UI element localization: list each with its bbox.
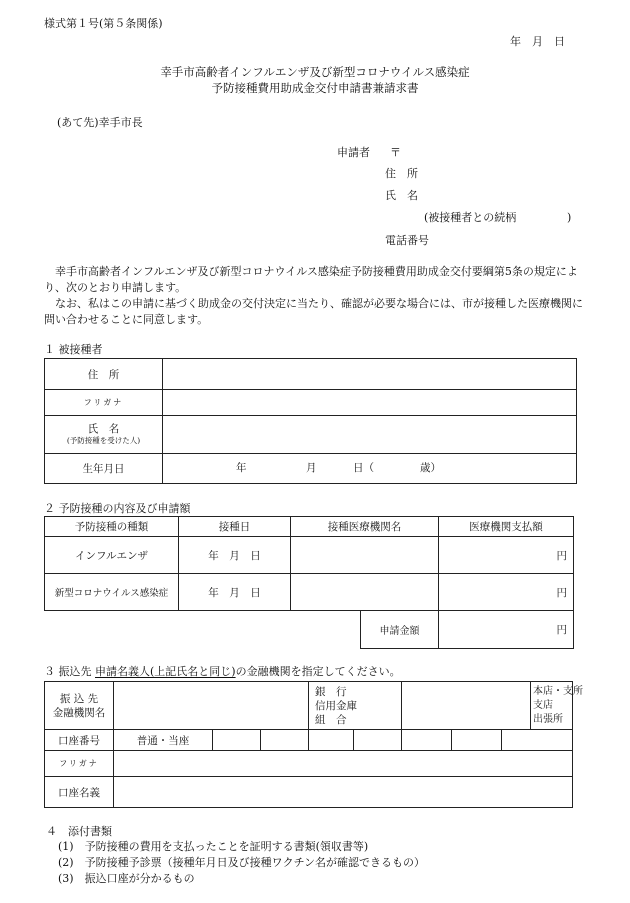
section4-heading: ４ 添付書類 bbox=[46, 825, 112, 838]
applicant-address-label: 住 所 bbox=[385, 167, 418, 180]
header-clinic-name: 接種医療機関名 bbox=[291, 517, 439, 537]
title-line-2: 予防接種費用助成金交付申請書兼請求書 bbox=[211, 81, 419, 95]
applicant-label: 申請者 bbox=[337, 146, 370, 159]
recipient-address-label: 住 所 bbox=[45, 359, 163, 390]
birth-day-label: 日（ bbox=[353, 462, 374, 474]
recipient-address-input[interactable] bbox=[163, 359, 577, 390]
birthdate-input[interactable] bbox=[163, 454, 577, 484]
bank-label-line2: 金融機関名 bbox=[52, 706, 106, 719]
total-label: 申請金額 bbox=[361, 611, 439, 649]
phone-label: 電話番号 bbox=[385, 234, 429, 247]
account-furigana-label: フリガナ bbox=[45, 751, 114, 777]
intro-paragraph-2: なお、私はこの申請に基づく助成金の交付決定に当たり、確認が必要な場合には、市が接種した医療機関に問い合わせることに同意します。 bbox=[44, 297, 583, 326]
account-digit-5[interactable] bbox=[402, 730, 452, 751]
influenza-date-input[interactable]: 年 月 日 bbox=[179, 537, 291, 574]
influenza-clinic-input[interactable] bbox=[291, 537, 439, 574]
header-clinic-payment: 医療機関支払額 bbox=[439, 517, 574, 537]
covid-date-input[interactable]: 年 月 日 bbox=[179, 574, 291, 611]
covid-amount-input[interactable]: 円 bbox=[439, 574, 574, 611]
recipient-furigana-label: フリガナ bbox=[45, 390, 163, 416]
birth-year-label: 年 bbox=[236, 462, 247, 474]
influenza-amount-input[interactable]: 円 bbox=[439, 537, 574, 574]
header-vaccine-type: 予防接種の種類 bbox=[45, 517, 179, 537]
intro-paragraph-1: 幸手市高齢者インフルエンザ及び新型コロナウイルス感染症予防接種費用助成金交付要綱第5条の規定により、次のとおり申請します。 bbox=[44, 265, 578, 294]
account-digit-3[interactable] bbox=[309, 730, 354, 751]
account-digit-7[interactable] bbox=[502, 730, 573, 751]
account-digit-2[interactable] bbox=[261, 730, 309, 751]
account-name-label: 口座名義 bbox=[45, 777, 114, 808]
attachment-item-1: (1) 予防接種の費用を支払ったことを証明する書類(領収書等) bbox=[58, 840, 369, 853]
attachment-item-2: (2) 予防接種予診票（接種年月日及び接種ワクチン名が確認できるもの） bbox=[58, 856, 426, 869]
account-digit-6[interactable] bbox=[452, 730, 502, 751]
recipient-name-cell bbox=[45, 416, 163, 454]
bank-label-cell bbox=[45, 682, 114, 730]
form-number: 様式第１号(第５条関係) bbox=[44, 17, 163, 30]
recipient-name-input[interactable] bbox=[163, 416, 577, 454]
attachment-item-3: (3) 振込口座が分かるもの bbox=[58, 872, 195, 885]
section2-heading: ２ 予防接種の内容及び申請額 bbox=[44, 502, 191, 515]
title-line-1: 幸手市高齢者インフルエンザ及び新型コロナウイルス感染症 bbox=[160, 65, 470, 79]
bank-type-credit-union[interactable]: 信用金庫 bbox=[315, 699, 358, 712]
account-number-label: 口座番号 bbox=[45, 730, 114, 751]
relation-label: (被接種者との続柄 bbox=[424, 211, 517, 224]
account-digit-4[interactable] bbox=[354, 730, 402, 751]
branch-type-sub-branch[interactable]: 出張所 bbox=[533, 713, 564, 725]
section3-heading bbox=[44, 665, 401, 678]
account-digit-1[interactable] bbox=[213, 730, 261, 751]
addressee: (あて先)幸手市長 bbox=[57, 116, 143, 129]
covid-clinic-input[interactable] bbox=[291, 574, 439, 611]
recipient-table bbox=[44, 358, 577, 484]
postal-mark: 〒 bbox=[390, 146, 401, 159]
birth-age-label: 歳） bbox=[420, 462, 441, 474]
bank-type-options[interactable] bbox=[309, 682, 402, 730]
branch-name-input[interactable] bbox=[402, 682, 531, 730]
bank-label-line1: 振 込 先 bbox=[59, 692, 99, 705]
bank-type-bank[interactable]: 銀 行 bbox=[315, 685, 347, 698]
section3-heading-underlined: 申請名義人(上記氏名と同じ) bbox=[95, 665, 236, 678]
birth-month-label: 月 bbox=[306, 462, 317, 474]
account-name-input[interactable] bbox=[114, 777, 573, 808]
recipient-name-label: 氏 名 bbox=[87, 422, 120, 435]
branch-type-head-office[interactable]: 本店・支所 bbox=[533, 685, 584, 697]
section1-heading: １ 被接種者 bbox=[44, 343, 103, 356]
relation-close: ) bbox=[567, 211, 572, 224]
vaccine-type-influenza: インフルエンザ bbox=[45, 537, 179, 574]
applicant-name-label: 氏 名 bbox=[385, 189, 418, 202]
section3-heading-prefix: ３ 振込先 bbox=[44, 665, 92, 678]
account-furigana-input[interactable] bbox=[114, 751, 573, 777]
total-amount-input[interactable]: 円 bbox=[439, 611, 574, 649]
date-field: 年 月 日 bbox=[510, 35, 565, 48]
birthdate-label: 生年月日 bbox=[45, 454, 163, 484]
bank-type-cooperative[interactable]: 組 合 bbox=[315, 713, 347, 726]
branch-type-options[interactable] bbox=[531, 682, 584, 730]
recipient-furigana-input[interactable] bbox=[163, 390, 577, 416]
vaccine-type-covid: 新型コロナウイルス感染症 bbox=[45, 574, 179, 611]
vaccination-table bbox=[44, 516, 574, 611]
bank-table bbox=[44, 681, 584, 808]
bank-name-input[interactable] bbox=[114, 682, 309, 730]
branch-type-branch[interactable]: 支店 bbox=[533, 699, 554, 711]
total-table bbox=[360, 610, 574, 649]
account-type-option[interactable]: 普通・当座 bbox=[114, 730, 213, 751]
recipient-name-note: (予防接種を受けた人) bbox=[66, 435, 141, 445]
section3-heading-suffix: の金融機関を指定してください。 bbox=[235, 665, 401, 678]
header-vaccination-date: 接種日 bbox=[179, 517, 291, 537]
